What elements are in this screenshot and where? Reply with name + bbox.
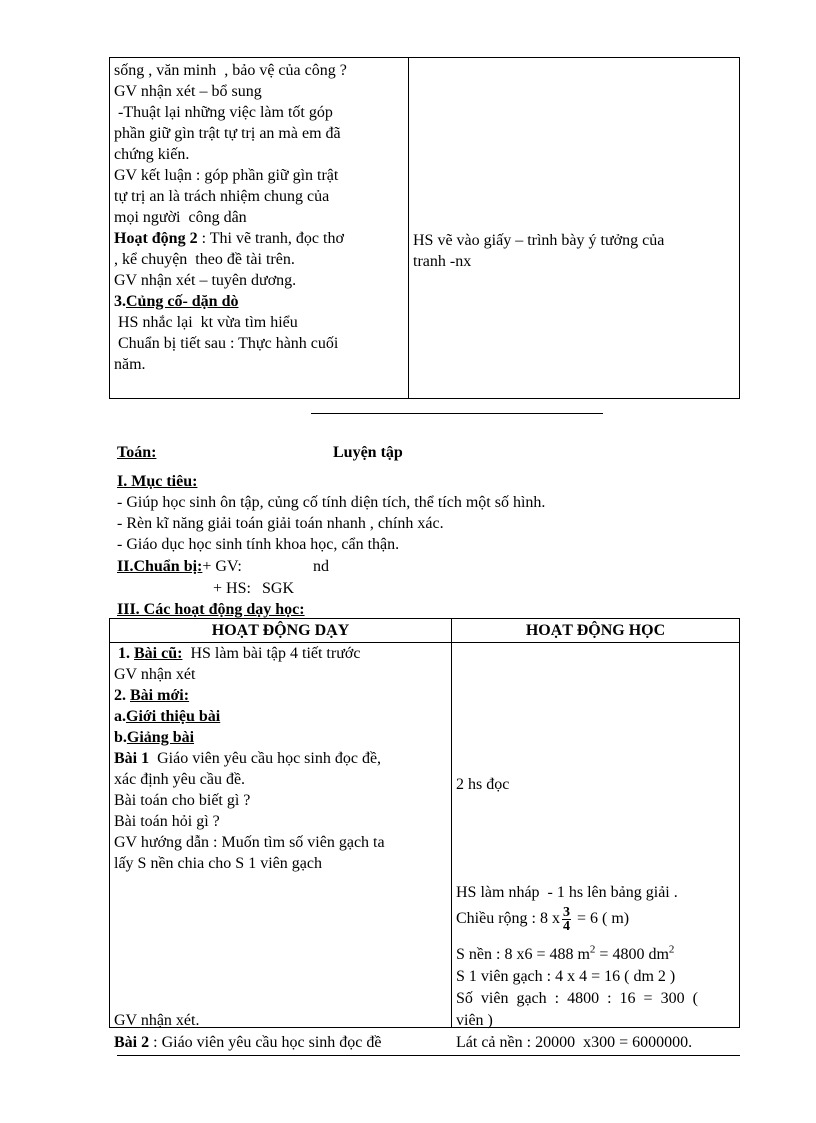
text-line: HS vẽ vào giấy – trình bày ý tưởng của bbox=[413, 232, 665, 249]
page-footer-line bbox=[117, 1055, 740, 1056]
teaching-line bbox=[114, 727, 447, 748]
text-line: tự trị an là trách nhiệm chung của bbox=[114, 188, 330, 205]
superscript: 2 bbox=[589, 943, 596, 956]
prep-gv-label: + GV: bbox=[202, 558, 242, 575]
preparation-line bbox=[117, 556, 242, 577]
text-line: tranh -nx bbox=[413, 253, 472, 270]
superscript: 2 bbox=[668, 943, 675, 956]
text-line: , kể chuyện theo đề tài trên. bbox=[114, 251, 295, 268]
text-line: HS làm nháp - 1 hs lên bảng giải . bbox=[456, 884, 678, 901]
exercise-2-line bbox=[114, 1032, 382, 1053]
item-1-label: Bài cũ: bbox=[134, 645, 183, 662]
activity-table-continued bbox=[109, 57, 740, 399]
section-3-heading bbox=[114, 291, 404, 312]
text-line: GV kết luận : góp phần giữ gìn trật bbox=[114, 167, 339, 184]
text-line: -Thuật lại những việc làm tốt góp bbox=[114, 104, 333, 121]
objective-item: - Rèn kĩ năng giải toán giải toán nhanh , chính xác. bbox=[117, 515, 444, 532]
subject-label: Toán: bbox=[117, 444, 157, 461]
text-line: Lát cả nền : 20000 x300 = 6000000. bbox=[456, 1034, 693, 1051]
text-line: năm. bbox=[114, 356, 146, 373]
width-calc-result: = 6 ( m) bbox=[573, 910, 630, 927]
text-line: S 1 viên gạch : 4 x 4 = 16 ( dm 2 ) bbox=[456, 968, 676, 985]
item-2-label: Bài mới: bbox=[130, 687, 190, 704]
area-calc-prefix: S nền : 8 x6 = 488 m bbox=[456, 946, 590, 963]
item-b-prefix: b. bbox=[114, 729, 127, 746]
text-line: GV nhận xét bbox=[114, 666, 196, 683]
lesson-title: Luyện tập bbox=[333, 444, 403, 461]
activity-2-line bbox=[114, 228, 404, 249]
fraction-denominator: 4 bbox=[563, 918, 570, 934]
text-line: chứng kiến. bbox=[114, 146, 190, 163]
text-line: 2 hs đọc bbox=[456, 776, 510, 793]
objective-item: - Giáo dục học sinh tính khoa học, cẩn thận. bbox=[117, 536, 400, 553]
text-line: xác định yêu cầu đề. bbox=[114, 771, 246, 788]
header-learning: HOẠT ĐỘNG HỌC bbox=[452, 619, 740, 643]
fraction bbox=[562, 906, 571, 933]
text-line: GV nhận xét – tuyên dương. bbox=[114, 272, 297, 289]
preparation-heading: II.Chuẩn bị: bbox=[117, 558, 203, 575]
item-a-prefix: a. bbox=[114, 708, 126, 725]
exercise-1-line bbox=[114, 748, 447, 769]
text-line: Chuẩn bị tiết sau : Thực hành cuối bbox=[114, 335, 339, 352]
text-line: mọi người công dân bbox=[114, 209, 247, 226]
fraction-numerator: 3 bbox=[563, 904, 570, 920]
text-line: HS nhắc lại kt vừa tìm hiểu bbox=[114, 314, 298, 331]
intro-line bbox=[114, 706, 447, 727]
width-calc-prefix: Chiều rộng : 8 x bbox=[456, 910, 560, 927]
objectives-heading: I. Mục tiêu: bbox=[117, 473, 198, 490]
learning-cell bbox=[452, 643, 740, 1051]
new-lesson-line bbox=[114, 685, 447, 706]
text-line: GV hướng dẫn : Muốn tìm số viên gạch ta bbox=[114, 834, 385, 851]
teaching-cell bbox=[110, 643, 452, 1051]
exercise-1-label: Bài 1 bbox=[114, 750, 150, 767]
exercise-1-text: Giáo viên yêu cầu học sinh đọc đề, bbox=[149, 750, 382, 767]
text-line: phần giữ gìn trật tự trị an mà em đã bbox=[114, 125, 341, 142]
width-calc-line bbox=[456, 899, 629, 939]
header-teaching: HOẠT ĐỘNG DẠY bbox=[110, 619, 452, 643]
objectives-list bbox=[117, 492, 737, 555]
student-activity-cell bbox=[409, 58, 740, 399]
text-line: Số viên gạch : 4800 : 16 = 300 ( bbox=[456, 990, 698, 1007]
activity-2-text: : Thi vẽ tranh, đọc thơ bbox=[197, 230, 344, 247]
text-line: viên ) bbox=[456, 1012, 493, 1029]
exercise-2-label: Bài 2 bbox=[114, 1034, 150, 1051]
item-a-label: Giới thiệu bài bbox=[126, 708, 221, 725]
prep-gv-value: nd bbox=[313, 558, 329, 575]
item-1-text: HS làm bài tập 4 tiết trước bbox=[182, 645, 361, 662]
section-divider bbox=[311, 413, 603, 414]
section-3-number: 3. bbox=[114, 293, 126, 310]
area-calc-middle: = 4800 dm bbox=[595, 946, 669, 963]
text-line: Bài toán cho biết gì ? bbox=[114, 792, 251, 809]
text-line: sống , văn minh , bảo vệ của công ? bbox=[114, 62, 347, 79]
activities-table bbox=[109, 618, 740, 1051]
exercise-2-text: : Giáo viên yêu cầu học sinh đọc đề bbox=[149, 1034, 382, 1051]
text-line: Bài toán hỏi gì ? bbox=[114, 813, 220, 830]
text-line: GV nhận xét – bổ sung bbox=[114, 83, 262, 100]
area-calc-line bbox=[456, 944, 674, 965]
activities-heading: III. Các hoạt động dạy học: bbox=[117, 601, 305, 618]
item-1-number: 1. bbox=[114, 645, 134, 662]
prep-hs-label: + HS: bbox=[213, 580, 251, 597]
activity-2-label: Hoạt động 2 bbox=[114, 230, 198, 247]
prep-hs-value: SGK bbox=[262, 580, 295, 597]
text-line: GV nhận xét. bbox=[114, 1012, 200, 1029]
item-2-number: 2. bbox=[114, 687, 130, 704]
text-line: lấy S nền chia cho S 1 viên gạch bbox=[114, 855, 322, 872]
teacher-activity-cell bbox=[110, 58, 409, 399]
item-b-label: Giảng bài bbox=[126, 729, 195, 746]
old-lesson-line bbox=[114, 643, 447, 664]
section-3-title: Củng cố- dặn dò bbox=[126, 293, 239, 310]
objective-item: - Giúp học sinh ôn tập, củng cố tính diện tích, thể tích một số hình. bbox=[117, 494, 546, 511]
